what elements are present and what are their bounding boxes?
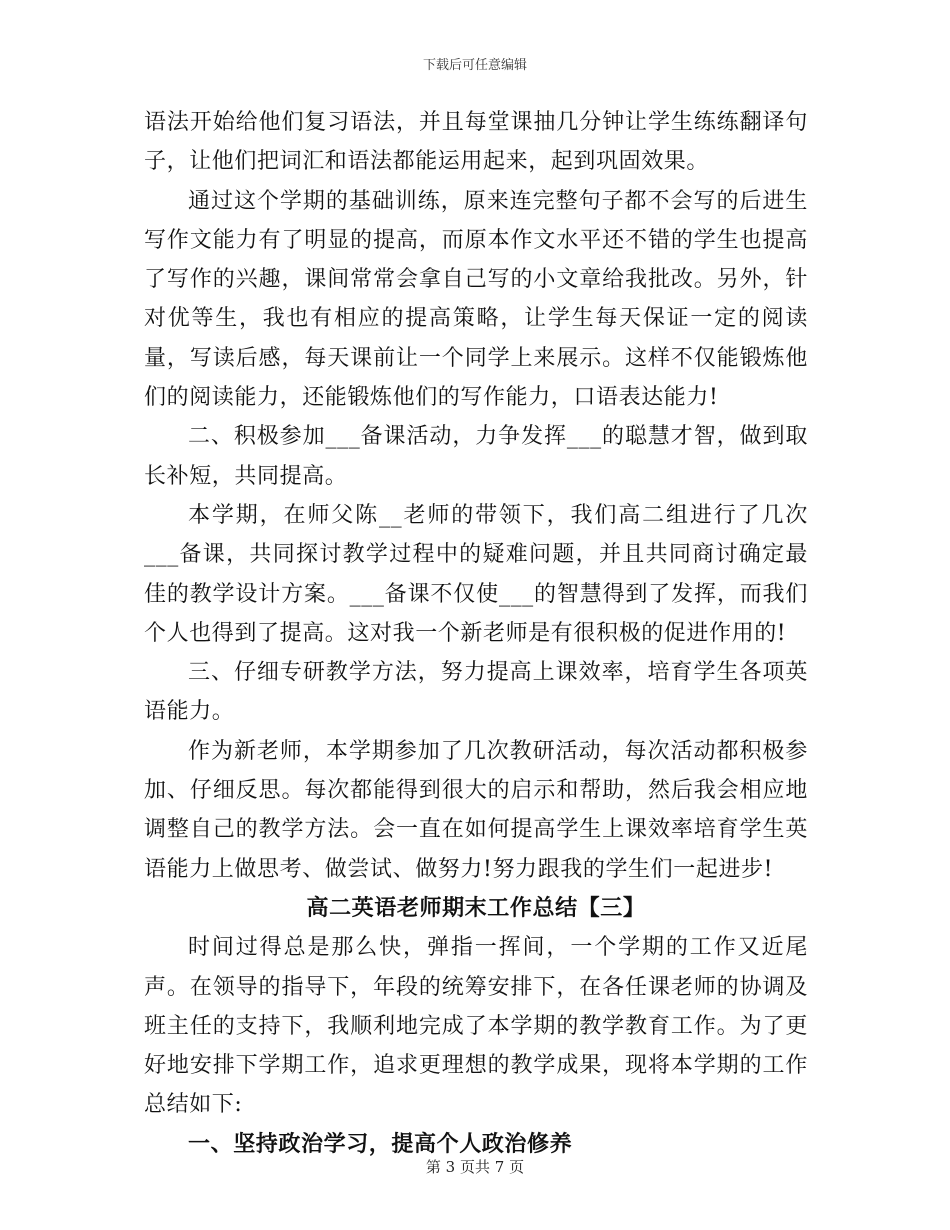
section-title: 高二英语老师期末工作总结【三】 — [306, 894, 646, 921]
section-heading-1: 一、坚持政治学习，提高个人政治修养 — [188, 1130, 573, 1157]
paragraph-7: 时间过得总是那么快，弹指一挥间，一个学期的工作又近尾声。在领导的指导下，年段的统筹安排下，在各任课老师的协调及班主任的支持下，我顺利地完成了本学期的教学教育工作。为了更好地安排下学期工作，追求更理想的教学成果，现将本学期的工作总结如下: — [144, 935, 808, 1118]
paragraph-1: 语法开始给他们复习语法，并且每堂课抽几分钟让学生练练翻译句子，让他们把词汇和语法都能运用起来，起到巩固效果。 — [144, 110, 808, 175]
page-number: 第 3 页共 7 页 — [425, 1158, 525, 1176]
document-body — [144, 103, 808, 1164]
paragraph-3: 二、积极参加___备课活动，力争发挥___的聪慧才智，做到取长补短，共同提高。 — [144, 424, 808, 489]
paragraph-6: 作为新老师，本学期参加了几次教研活动，每次活动都积极参加、仔细反思。每次都能得到很大的启示和帮助，然后我会相应地调整自己的教学方法。会一直在如何提高学生上课效率培育学生英语能力上做思考、做尝试、做努力!努力跟我的学生们一起进步! — [144, 738, 808, 882]
paragraph-4: 本学期，在师父陈__老师的带领下，我们高二组进行了几次___备课，共同探讨教学过程中的疑难问题，并且共同商讨确定最佳的教学设计方案。___备课不仅使___的智慧得到了发挥，而我们个人也得到了提高。这对我一个新老师是有很积极的促进作用的! — [144, 502, 808, 646]
page-header-note: 下载后可任意编辑 — [422, 58, 527, 73]
paragraph-2: 通过这个学期的基础训练，原来连完整句子都不会写的后进生写作文能力有了明显的提高，而原本作文水平还不错的学生也提高了写作的兴趣，课间常常会拿自己写的小文章给我批改。另外，针对优等生，我也有相应的提高策略，让学生每天保证一定的阅读量，写读后感，每天课前让一个同学上来展示。这样不仅能锻炼他们的阅读能力，还能锻炼他们的写作能力，口语表达能力! — [144, 188, 808, 411]
paragraph-5: 三、仔细专研教学方法，努力提高上课效率，培育学生各项英语能力。 — [144, 660, 808, 725]
